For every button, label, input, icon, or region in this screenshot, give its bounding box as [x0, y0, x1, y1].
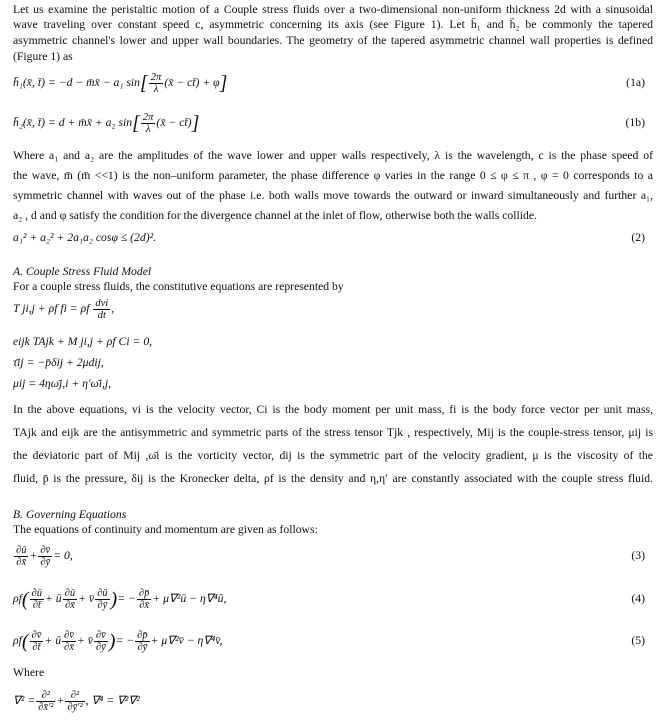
e4-t-num: ∂ū	[31, 587, 42, 599]
lap-a-den: ∂x̄′²	[38, 701, 54, 713]
laplacian-definition: ∇² = $\frac{\text{∂²}}{\text{∂x̄′²}}$ + $\frac{\text{∂²}}{\text{∂ȳ′²}}$ , ∇⁴ = ∇²∇²	[13, 689, 140, 713]
lap-b-den: ∂ȳ′²	[67, 701, 83, 713]
lap-lhs: ∇² =	[13, 694, 36, 707]
e4-y-num: ∂ū	[97, 587, 108, 599]
eq1b-den: λ	[145, 123, 151, 135]
eq1a-lhs: h̄₁(x̄, t̄) = −d − m̄x̄ − a₁ sin	[13, 76, 140, 89]
lap-b-num: ∂²	[65, 690, 84, 702]
c1-den: dt	[97, 309, 106, 321]
where-label: Where	[13, 666, 45, 679]
eq1b-num: 2π	[142, 111, 154, 123]
para2-line-4: fluid, p̄ is the pressure, δij is the Kronecker delta, ρf is the density and η,η′ are constantly associated with the couple stress fluid.	[13, 472, 653, 485]
para2-line-3: the deviatoric part of Mij ,ω̄i is the vorticity vector, dij is the symmetric part of the velocity gradient, μ is the viscosity of the	[13, 449, 653, 462]
para1-line-1: Where a₁ and a₂ are the amplitudes of the wave lower and upper walls respectively, λ is the wavelength, c is the phase speed of	[13, 149, 653, 162]
e5-p-den: ∂ȳ	[137, 641, 148, 653]
eq2-body: a₁² + a₂² + 2a₁a₂ cosφ ≤ (2d)².	[13, 231, 157, 244]
intro-line-1: Let us examine the peristaltic motion of a Couple stress fluids over a two-dimensional non-uniform thickness 2d with a sinusoidal	[13, 3, 653, 16]
eq1a-number: (1a)	[626, 76, 645, 89]
e5-lhs: ρf	[13, 634, 22, 647]
para1-line-2: the wave, m̄ (m̄ <<1) is the non–uniform parameter, the phase difference φ varies in the range 0 ≤ φ ≤ π , φ = 0 corresponds to a	[13, 169, 653, 182]
e5-end: + μ∇²v̄ − η∇⁴v̄,	[150, 634, 223, 647]
e4-lhs: ρf	[13, 592, 22, 605]
e5-y-num: ∂v̄	[95, 629, 106, 641]
section-a-intro: For a couple stress fluids, the constitutive equations are represented by	[13, 280, 344, 293]
e4-eq: = −	[117, 592, 136, 605]
e4-x-num: ∂ū	[64, 587, 76, 599]
c1-lhs: T ji,j + ρf fi = ρf	[13, 302, 90, 315]
e5-mid2: + v̄	[76, 634, 93, 647]
constitutive-eq-4: μij = 4ηω̄j,i + η′ω̄i,j,	[13, 377, 112, 390]
e3-a-num: ∂ū	[16, 544, 27, 556]
equation-3: $\frac{\partial ū}{\partial x̄}$ + $\frac{\partial v̄}{\partial ȳ}$ = 0, (3)	[13, 541, 653, 571]
eq1b-number: (1b)	[625, 116, 645, 129]
e5-x-den: ∂x̄	[64, 641, 74, 653]
equation-1b: h̄₂(x̄, t̄) = d + m̄x̄ + a₂ sin[ $\frac{2\pi}{\lambda}$ (x̄ − ct̄)] (1b)	[13, 111, 645, 135]
c1-end: ,	[111, 302, 115, 315]
para2-line-1: In the above equations, vi is the velocity vector, Ci is the body moment per unit mass, fi is the body force vector per unit mass,	[13, 403, 653, 416]
e4-t-den: ∂t̄	[32, 599, 41, 611]
eq4-number: (4)	[631, 592, 645, 605]
para1-line-3: symmetric channel with waves out of the phase i.e. both walls move towards the outward or inward simultaneously and further a₁,	[13, 189, 653, 202]
constitutive-eq-1	[13, 296, 653, 322]
eq2-number: (2)	[631, 231, 645, 244]
para1-line-4: a₂ , d and φ satisfy the condition for the divergence channel at the inlet of flow, otherwise both the walls collide.	[13, 209, 537, 222]
e4-x-den: ∂x̄	[64, 599, 75, 611]
e5-x-num: ∂v̄	[64, 629, 74, 641]
section-b-heading: B. Governing Equations	[13, 508, 127, 521]
e3-b-num: ∂v̄	[40, 544, 51, 556]
eq3-number: (3)	[631, 549, 645, 562]
e3-a-den: ∂x̄	[16, 556, 27, 568]
eq1a-num: 2π	[150, 71, 162, 83]
eq5-number: (5)	[631, 634, 645, 647]
e5-mid1: + ū	[44, 634, 62, 647]
lap-end: , ∇⁴ = ∇²∇²	[85, 694, 140, 707]
e4-end: + μ∇²ū − η∇⁴ū,	[152, 592, 227, 605]
section-a-heading: A. Couple Stress Fluid Model	[13, 265, 152, 278]
equation-5: ρf( $\frac{\partial v̄}{\partial t̄}$ + ū $\frac{\partial v̄}{\partial x̄}$ + v̄ $\frac{\partial v̄}{\partial ȳ}$ )= − $\frac{\partial p̄}{\partial ȳ}$ + μ∇²v̄ − η∇⁴v̄, (5)	[13, 625, 653, 657]
intro-line-3: asymmetric channel's lower and upper wall boundaries. The geometry of the tapered asymmetric channel wall properties is defined	[13, 34, 653, 47]
e5-y-den: ∂ȳ	[95, 641, 106, 653]
intro-line-2: wave traveling over constant speed c, asymmetric concerning its axis (see Figure 1). Let h̄₁ and h̄₂ be commonly the tapered	[13, 18, 653, 31]
e4-y-den: ∂ȳ	[97, 599, 108, 611]
intro-line-4: (Figure 1) as	[13, 50, 73, 63]
e4-p-num: ∂p̄	[138, 587, 150, 599]
c1-num: dvi	[95, 297, 109, 309]
lap-a-num: ∂²	[36, 690, 55, 702]
e5-t-num: ∂v̄	[31, 629, 42, 641]
e5-eq: = −	[115, 634, 135, 647]
eq1b-rest: (x̄ − ct̄)	[156, 116, 192, 129]
e4-mid1: + ū	[44, 592, 62, 605]
constitutive-eq-3: τ̄ij = −p̄δij + 2μdij,	[13, 356, 104, 369]
e4-mid2: + v̄	[78, 592, 95, 605]
e3-b-den: ∂ȳ	[40, 556, 51, 568]
e5-p-num: ∂p̄	[137, 629, 148, 641]
equation-2	[13, 231, 653, 245]
eq1a-den: λ	[153, 83, 159, 95]
equation-1a: h̄₁(x̄, t̄) = −d − m̄x̄ − a₁ sin[ $\frac{2\pi}{\lambda}$ (x̄ − ct̄) + φ] (1a)	[13, 71, 645, 95]
e5-t-den: ∂t̄	[32, 641, 41, 653]
equation-4: ρf( $\frac{\partial ū}{\partial t̄}$ + ū $\frac{\partial ū}{\partial x̄}$ + v̄ $\frac{\partial ū}{\partial ȳ}$ )= − $\frac{\partial p̄}{\partial x̄}$ + μ∇²ū − η∇⁴ū, (4)	[13, 583, 653, 615]
e3-end: = 0,	[53, 549, 73, 562]
eq1a-rest: (x̄ − ct̄) + φ	[164, 76, 220, 89]
section-b-intro: The equations of continuity and momentum are given as follows:	[13, 523, 318, 536]
eq1b-lhs: h̄₂(x̄, t̄) = d + m̄x̄ + a₂ sin	[13, 116, 133, 129]
e4-p-den: ∂x̄	[139, 599, 150, 611]
para2-line-2: TAjk and eijk are the antisymmetric and symmetric parts of the stress tensor Tjk , respectively, Mij is the couple-stress tensor, μij is	[13, 426, 653, 439]
constitutive-eq-2: eijk TAjk + M ji,j + ρf Ci = 0,	[13, 335, 153, 348]
